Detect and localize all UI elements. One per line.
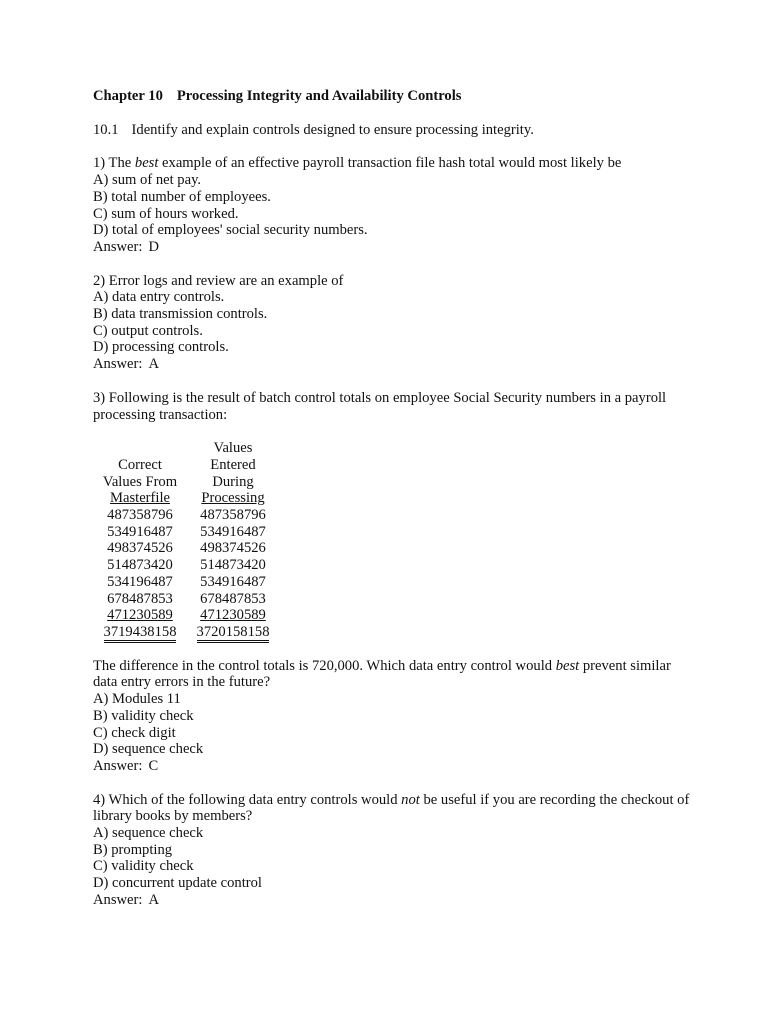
answer-label: Answer: [93, 356, 143, 373]
question-emphasis: best [134, 155, 159, 172]
total-cell [95, 624, 185, 641]
objective-text: Identify and explain controls designed to ensure processing integrity. [131, 121, 534, 138]
question-1 [93, 155, 693, 255]
table-cell [95, 607, 185, 624]
question-text-part: 1) The [93, 155, 135, 172]
table-cell-text: 471230589 [107, 607, 173, 624]
chapter-title-text: Processing Integrity and Availability Controls [176, 88, 462, 104]
question-emphasis: not [401, 791, 420, 808]
document-page [93, 88, 693, 909]
option-d: D) concurrent update control [93, 875, 262, 892]
question-text-part: be useful if you are recording the checkout of library books by members? [93, 791, 690, 825]
question-text-part: The difference in the control totals is 720,000. Which data entry control would [93, 657, 556, 674]
table-cell: 514873420 [107, 557, 173, 574]
answer-value: D [148, 238, 159, 255]
question-3-body [93, 658, 693, 775]
table-header-row [95, 440, 275, 457]
question-4 [93, 792, 693, 909]
option-b: B) total number of employees. [93, 188, 271, 205]
question-text-part: 4) Which of the following data entry controls would [93, 791, 402, 808]
table-cell: 678487853 [200, 590, 266, 607]
learning-objective [93, 122, 693, 139]
table-row [95, 574, 275, 591]
question-emphasis: best [555, 657, 580, 674]
answer-line [93, 356, 693, 373]
option-d: D) total of employees' social security numbers. [93, 222, 368, 239]
question-text [93, 792, 693, 825]
header-cell-text: Processing [201, 490, 265, 507]
question-text [93, 155, 693, 172]
option-a: A) sum of net pay. [93, 172, 202, 189]
answer-value: A [148, 891, 159, 908]
table-cell: 514873420 [200, 557, 266, 574]
question-2 [93, 273, 693, 373]
option-a: A) sequence check [93, 825, 204, 842]
table-cell [185, 607, 275, 624]
option-c: C) sum of hours worked. [93, 205, 239, 222]
table-row [95, 524, 275, 541]
header-cell [95, 490, 185, 507]
table-cell: 487358796 [107, 507, 173, 524]
answer-label: Answer: [93, 238, 143, 255]
table-header-row [95, 474, 275, 491]
answer-value: A [148, 356, 159, 373]
table-header-row [95, 490, 275, 507]
question-intro: 3) Following is the result of batch control totals on employee Social Security numbers in a payroll processing transaction: [93, 389, 667, 423]
table-row [95, 607, 275, 624]
header-cell: During [212, 473, 254, 490]
table-cell: 487358796 [200, 507, 266, 524]
header-cell: Values [213, 440, 253, 457]
objective-number: 10.1 [93, 121, 119, 138]
question-text-part: example of an effective payroll transaction file hash total would most likely be [158, 155, 622, 172]
answer-label: Answer: [93, 757, 143, 774]
table-cell-text: 471230589 [200, 607, 266, 624]
option-b: B) prompting [93, 841, 173, 858]
table-row [95, 557, 275, 574]
answer-line [93, 892, 693, 909]
question-text-part: prevent similar data entry errors in the future? [93, 657, 671, 691]
total-value: 3720158158 [197, 624, 270, 643]
table-cell: 498374526 [107, 540, 173, 557]
table-row [95, 540, 275, 557]
option-a: A) Modules 11 [93, 691, 181, 708]
option-d: D) sequence check [93, 741, 204, 758]
table-cell: 534916487 [200, 573, 266, 590]
table-cell: 678487853 [107, 590, 173, 607]
table-row [95, 591, 275, 608]
chapter-number: Chapter 10 [93, 88, 163, 104]
option-a: A) data entry controls. [93, 289, 225, 306]
header-cell: Entered [210, 456, 256, 473]
option-b: B) validity check [93, 707, 194, 724]
option-c: C) check digit [93, 724, 176, 741]
table-cell: 534196487 [107, 573, 173, 590]
batch-control-table [95, 440, 275, 640]
header-cell: Correct [118, 456, 162, 473]
answer-line [93, 239, 693, 256]
question-text: 2) Error logs and review are an example of [93, 272, 344, 289]
answer-label: Answer: [93, 891, 143, 908]
total-value: 3719438158 [104, 624, 177, 643]
table-header-row [95, 457, 275, 474]
table-cell: 534916487 [107, 523, 173, 540]
table-total-row [95, 624, 275, 641]
answer-value: C [148, 757, 159, 774]
table-cell: 534916487 [200, 523, 266, 540]
header-cell [95, 440, 185, 457]
table-row [95, 507, 275, 524]
total-cell [185, 624, 275, 641]
question-text [93, 658, 693, 691]
table-cell: 498374526 [200, 540, 266, 557]
option-d: D) processing controls. [93, 339, 229, 356]
option-b: B) data transmission controls. [93, 306, 268, 323]
question-3 [93, 390, 693, 775]
header-cell [185, 490, 275, 507]
option-c: C) output controls. [93, 322, 203, 339]
header-cell-text: Masterfile [110, 490, 170, 507]
option-c: C) validity check [93, 858, 194, 875]
chapter-title [93, 88, 693, 105]
header-cell: Values From [102, 473, 178, 490]
answer-line [93, 758, 693, 775]
